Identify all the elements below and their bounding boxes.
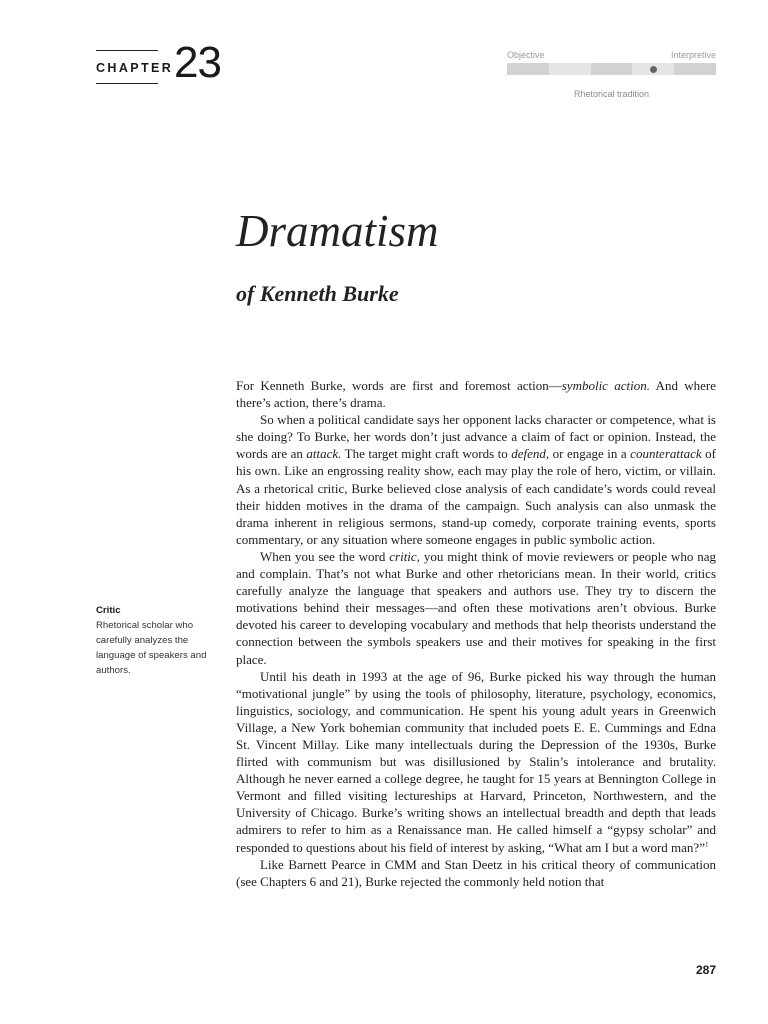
emphasis-text: symbolic action. — [561, 378, 650, 393]
chapter-title: Dramatism — [236, 206, 439, 256]
body-paragraph — [236, 377, 716, 411]
scale-caption: Rhetorical tradition — [573, 89, 650, 99]
scale-label-objective: Objective — [507, 50, 545, 60]
margin-term: Critic — [96, 605, 121, 616]
text-run: of his own. Like an engrossing reality show, each may play the role of hero, victim, or villain. As a rhetorical critic, Burke believed close analysis of each candidate’s words could reveal their hidden motives in the drama of the campaign. Such analysis can also unmask the drama inherent in religious sermons, stand-up comedy, corporate training events, sports commentary, or any situation where someone engages in public symbolic action. — [236, 446, 716, 547]
scale-segment — [591, 63, 633, 75]
text-run: you might think of movie reviewers or people who nag and complain. That’s not what Burke and other rhetoricians mean. In their world, critics carefully analyze the language that speakers and authors use. They try to discern the motivations behind their messages—and often these motivations aren’t obvious. Burke devoted his career to developing vocabulary and methods that help theorists understand the connection between the symbols speakers use and their motives for speaking in the first place. — [236, 548, 716, 667]
scale-marker-dot — [650, 66, 657, 73]
chapter-heading — [96, 38, 246, 90]
body-paragraph — [236, 411, 716, 548]
scale-segment — [549, 63, 591, 75]
emphasis-text: critic, — [389, 548, 420, 564]
chapter-number: 23 — [174, 38, 221, 87]
page-number: 287 — [695, 963, 716, 977]
body-text — [236, 377, 716, 890]
margin-definition — [96, 603, 222, 678]
chapter-label: CHAPTER — [96, 61, 174, 75]
text-run: Like Barnett Pearce in CMM and Stan Deetz in his critical theory of communication (see Chapters 6 and 21), Burke rejected the commonly held notion that — [236, 856, 716, 889]
emphasis-text: attack. — [306, 446, 342, 462]
emphasis-text: counterattack — [630, 446, 702, 462]
footnote-ref: 1 — [704, 840, 709, 849]
text-run: When you see the word — [260, 548, 390, 564]
chapter-subtitle: of Kenneth Burke — [236, 281, 399, 306]
body-paragraph — [236, 548, 716, 668]
scale-bar — [507, 63, 716, 75]
scale-segment — [674, 63, 716, 75]
text-run: So when a political candidate says her opponent lacks character or competence, what is she doing? To Burke, her words don’t just advance a claim of fact or opinion. Instead, the words are an — [236, 412, 716, 462]
text-run: The target might craft words to — [341, 446, 512, 462]
chapter-rule-top — [96, 50, 158, 51]
body-paragraph — [236, 856, 716, 890]
text-run: And where there’s action, there’s drama. — [236, 378, 716, 411]
text-run: Until his death in 1993 at the age of 96, Burke picked his way through the human “motivational jungle” by using the tools of philosophy, literature, psychology, economics, linguistics, sociology, and communication. He spent his young adult years in Greenwich Village, a New York bohemian community that included poets E. E. Cummings and Edna St. Vincent Millay. Like many intellectuals during the Depression of the 1930s, Burke flirted with communism but was disillusioned by Stalin’s intolerance and brutality. Although he never earned a college degree, he taught for 15 years at Bennington College in Vermont and filled visiting lectureships at Harvard, Princeton, Northwestern, and the University of Chicago. Burke’s writing shows an intellectual breadth and depth that leads admirers to refer to him as a Renaissance man. He called himself a “gypsy scholar” and responded to questions about his field of interest by asking, “What am I but a word man?” — [236, 668, 716, 855]
margin-definition-text: Rhetorical scholar who carefully analyzes the language of speakers and authors. — [96, 620, 207, 676]
tradition-scale — [507, 48, 716, 100]
body-paragraph — [236, 668, 716, 856]
text-run: For Kenneth Burke, words are first and foremost action— — [236, 378, 562, 393]
chapter-rule-bottom — [96, 83, 158, 84]
scale-segment — [507, 63, 549, 75]
text-run: or engage in a — [549, 446, 631, 462]
emphasis-text: defend, — [511, 446, 550, 462]
scale-label-interpretive: Interpretive — [670, 50, 716, 60]
